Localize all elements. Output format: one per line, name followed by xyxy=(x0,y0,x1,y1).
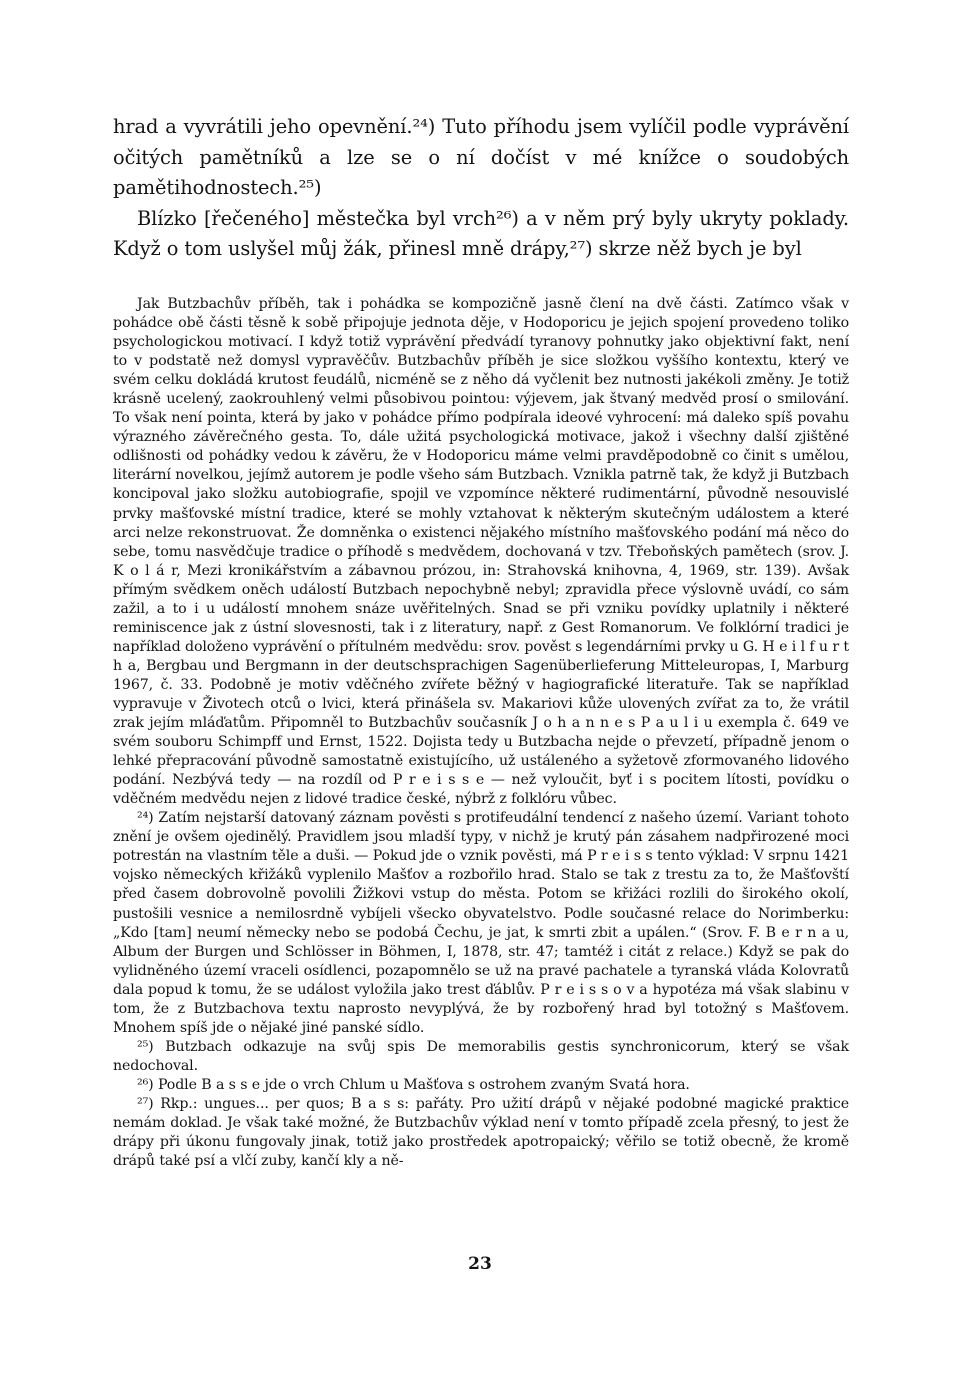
main-paragraph: Blízko [řečeného] městečka byl vrch²⁶) a v něm prý byly ukryty poklady. Když o tom uslyšel můj žák, přinesl mně drápy,²⁷) skrze něž bych je byl xyxy=(113,206,849,261)
page-number: 23 xyxy=(468,1254,492,1274)
footnotes xyxy=(113,295,849,1171)
main-paragraph: hrad a vyvrátili jeho opevnění.²⁴) Tuto příhodu jsem vylíčil podle vyprávění očitých pamětníků a lze se o ní dočíst v mé knížce o soudobých pamětihodnostech.²⁵) xyxy=(113,115,849,200)
footnote-continuation: Jak Butzbachův příběh, tak i pohádka se kompozičně jasně člení na dvě části. Zatímco však v pohádce obě části těsně k sobě připojuje jednota děje, v Hodoporicu je jejich spojení provedeno toliko psychologickou motivací. I když totiž vyprávění předvádí tyranovy pohnutky jako objektivní fakt, není to v podstatě než domysl vypravěčův. Butzbachův příběh je sice složkou vyššího kontextu, který ve svém celku dokládá krutost feudálů, nicméně se z něho dá vyčlenit bez nutnosti jakékoli změny. Je totiž krásně ucelený, zaokrouhlený velmi působivou pointou: výjevem, jak štvaný medvěd prosí o smilování. To však není pointa, která by jako v pohádce přímo podpírala ideové vyhrocení: má daleko spíš povahu výrazného závěrečného gesta. To, dále užitá psychologická motivace, jakož i všechny další zjištěné odlišnosti od pohádky vedou k závěru, že v Hodoporicu máme velmi pravděpodobně co činit s umělou, literární novelkou, jejímž autorem je podle všeho sám Butzbach. Vznikla patrně tak, že když ji Butzbach koncipoval jako složku autobiografie, spojil ve vzpomínce některé rudimentární, původně nesouvislé prvky mašťovské místní tradice, které se mohly vztahovat k některým skutečným událostem a které arci nelze rekonstruovat. Že domněnka o existenci nějakého místního mašťovského podání má něco do sebe, tomu nasvědčuje tradice o příhodě s medvědem, dochovaná v tzv. Třeboňských pamětech (srov. J. K o l á r, Mezi kronikářstvím a zábavnou prózou, in: Strahovská knihovna, 4, 1969, str. 139). Avšak přímým svědkem oněch událostí Butzbach nepochybně nebyl; zpravidla přece výslovně uvádí, co sám zažil, a to i u událostí mnohem snáze uvěřitelných. Snad se při vzniku povídky uplatnily i některé reminiscence jak z ústní slovesnosti, tak i z literatury, např. z Gest Romanorum. Ve folklórní tradici je například doloženo vyprávění o přítulném medvědu: srov. pověst s legendárními prvky u G. H e i l f u r t h a, Bergbau und Bergmann in der deutschsprachigen Sagenüberlieferung Mitteleuropas, I, Marburg 1967, č. 33. Podobně je motiv vděčného zvířete běžný v hagiografické literatuře. Tak se například vypravuje v Životech otců o lvici, která přinášela sv. Makariovi kůže ulovených zvířat za to, že vrátil zrak jejím mláďatům. Připomněl to Butzbachův současník J o h a n n e s P a u l i u exempla č. 649 ve svém souboru Schimpff und Ernst, 1522. Dojista tedy u Butzbacha nejde o převzetí, případně jenom o lehké přepracování původně samostatně existujícího, už ustáleného a syžetově zformovaného lidového podání. Nezbývá tedy — na rozdíl od P r e i s s e — než vyloučit, byť i s pocitem lítosti, povídku o vděčném medvědu nejen z lidové tradice české, nýbrž z folklóru vůbec. xyxy=(113,296,849,808)
footnote-24: ²⁴) Zatím nejstarší datovaný záznam pověsti s protifeudální tendencí z našeho území. Variant tohoto znění je ovšem ojedinělý. Pravidlem jsou mladší typy, v nichž je krutý pán zásahem nadpřirozené moci potrestán na vlastním těle a duši. — Pokud jde o vznik pověsti, má P r e i s s tento výklad: V srpnu 1421 vojsko německých křižáků vyplenilo Mašťov a rozbořilo hrad. Stalo se tak z trestu za to, že Mašťovští před časem dobrovolně povolili Žižkovi vstup do města. Potom se křižáci rozlili do širokého okolí, pustošili vesnice a nemilosrdně vybíjeli všecko obyvatelstvo. Podle současné relace do Norimberku: „Kdo [tam] neumí německy nebo se podobá Čechu, je jat, k smrti zbit a upálen.“ (Srov. F. B e r n a u, Album der Burgen und Schlösser in Böhmen, I, 1878, str. 47; tamtéž i citát z relace.) Když se pak do vylidněného území vraceli osídlenci, pozapomnělo se už na pravé pachatele a tyranská vláda Kolovratů dala popud k tomu, že se událost vyložila jako trest ďáblův. P r e i s s o v a hypotéza má však slabinu v tom, že z Butzbachova textu naprosto nevyplývá, že by rozbořený hrad byl totožný s Mašťovem. Mnohem spíš jde o nějaké jiné panské sídlo. xyxy=(113,810,849,1036)
main-text xyxy=(113,112,849,265)
footnote-27: ²⁷) Rkp.: ungues... per quos; B a s s: pařáty. Pro užití drápů v nějaké podobné magické praktice nemám doklad. Je však také možné, že Butzbachův výklad není v tomto případě zcela přesný, to jest že drápy při úkonu fungovaly jinak, totiž jako prostředek apotropaický; věřilo se totiž obecně, že kromě drápů také psí a vlčí zuby, kančí kly a ně- xyxy=(113,1095,849,1170)
footnote-25: ²⁵) Butzbach odkazuje na svůj spis De memorabilis gestis synchronicorum, který se však nedochoval. xyxy=(113,1038,849,1074)
footnote-26: ²⁶) Podle B a s s e jde o vrch Chlum u Mašťova s ostrohem zvaným Svatá hora. xyxy=(137,1076,690,1093)
